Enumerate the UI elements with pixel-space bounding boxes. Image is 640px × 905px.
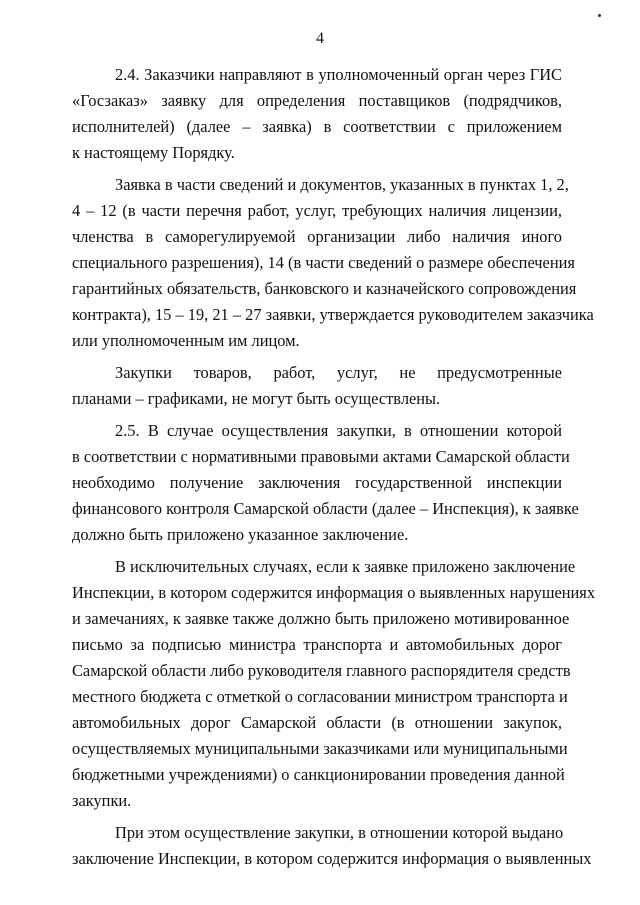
document-body [72, 62, 596, 872]
text-line: местного бюджета с отметкой о согласовании министром транспорта и [72, 687, 568, 706]
text-line: 2.4. Заказчики направляют в уполномоченный орган через ГИС [115, 65, 562, 84]
text-line: членства в саморегулируемой организации либо наличия иного [72, 227, 562, 246]
paragraph [72, 62, 562, 166]
text-line: в соответствии с нормативными правовыми актами Самарской области [72, 447, 570, 466]
text-line: бюджетными учреждениями) о санкционировании проведения данной [72, 765, 565, 784]
text-line: контракта), 15 – 19, 21 – 27 заявки, утверждается руководителем заказчика [72, 305, 594, 324]
text-line: письмо за подписью министра транспорта и автомобильных дорог [72, 635, 562, 654]
text-line: Самарской области либо руководителя главного распорядителя средств [72, 661, 571, 680]
text-line: исполнителей) (далее – заявка) в соответствии с приложением [72, 117, 562, 136]
text-line: заключение Инспекции, в котором содержится информация о выявленных [72, 849, 592, 868]
text-line: Инспекции, в котором содержится информация о выявленных нарушениях [72, 583, 596, 602]
text-line: Заявка в части сведений и документов, указанных в пунктах 1, 2, [115, 175, 569, 194]
text-line: планами – графиками, не могут быть осуществлены. [72, 389, 441, 408]
page-number: 4 [316, 30, 324, 47]
text-line: 4 – 12 (в части перечня работ, услуг, требующих наличия лицензии, [72, 201, 562, 220]
text-line: В исключительных случаях, если к заявке приложено заключение [115, 557, 576, 576]
text-line: к настоящему Порядку. [72, 143, 235, 162]
text-line: Закупки товаров, работ, услуг, не предусмотренные [115, 363, 562, 382]
text-line: 2.5. В случае осуществления закупки, в отношении которой [115, 421, 562, 440]
paragraph [72, 554, 596, 814]
paragraph [72, 820, 592, 872]
text-line: «Госзаказ» заявку для определения поставщиков (подрядчиков, [72, 91, 562, 110]
text-line: закупки. [72, 791, 132, 810]
text-line: или уполномоченным им лицом. [72, 331, 300, 350]
text-line: необходимо получение заключения государственной инспекции [72, 473, 562, 492]
scan-artifact-dot [598, 14, 601, 17]
text-line: гарантийных обязательств, банковского и казначейского сопровождения [72, 279, 577, 298]
text-line: специального разрешения), 14 (в части сведений о размере обеспечения [72, 253, 575, 272]
text-line: осуществляемых муниципальными заказчиками или муниципальными [72, 739, 568, 758]
text-line: При этом осуществление закупки, в отношении которой выдано [115, 823, 564, 842]
text-line: финансового контроля Самарской области (далее – Инспекция), к заявке [72, 499, 579, 518]
paragraph [72, 360, 562, 412]
paragraph [72, 172, 594, 354]
paragraph [72, 418, 579, 548]
text-line: должно быть приложено указанное заключение. [72, 525, 409, 544]
text-line: автомобильных дорог Самарской области (в отношении закупок, [72, 713, 562, 732]
text-line: и замечаниях, к заявке также должно быть приложено мотивированное [72, 609, 570, 628]
